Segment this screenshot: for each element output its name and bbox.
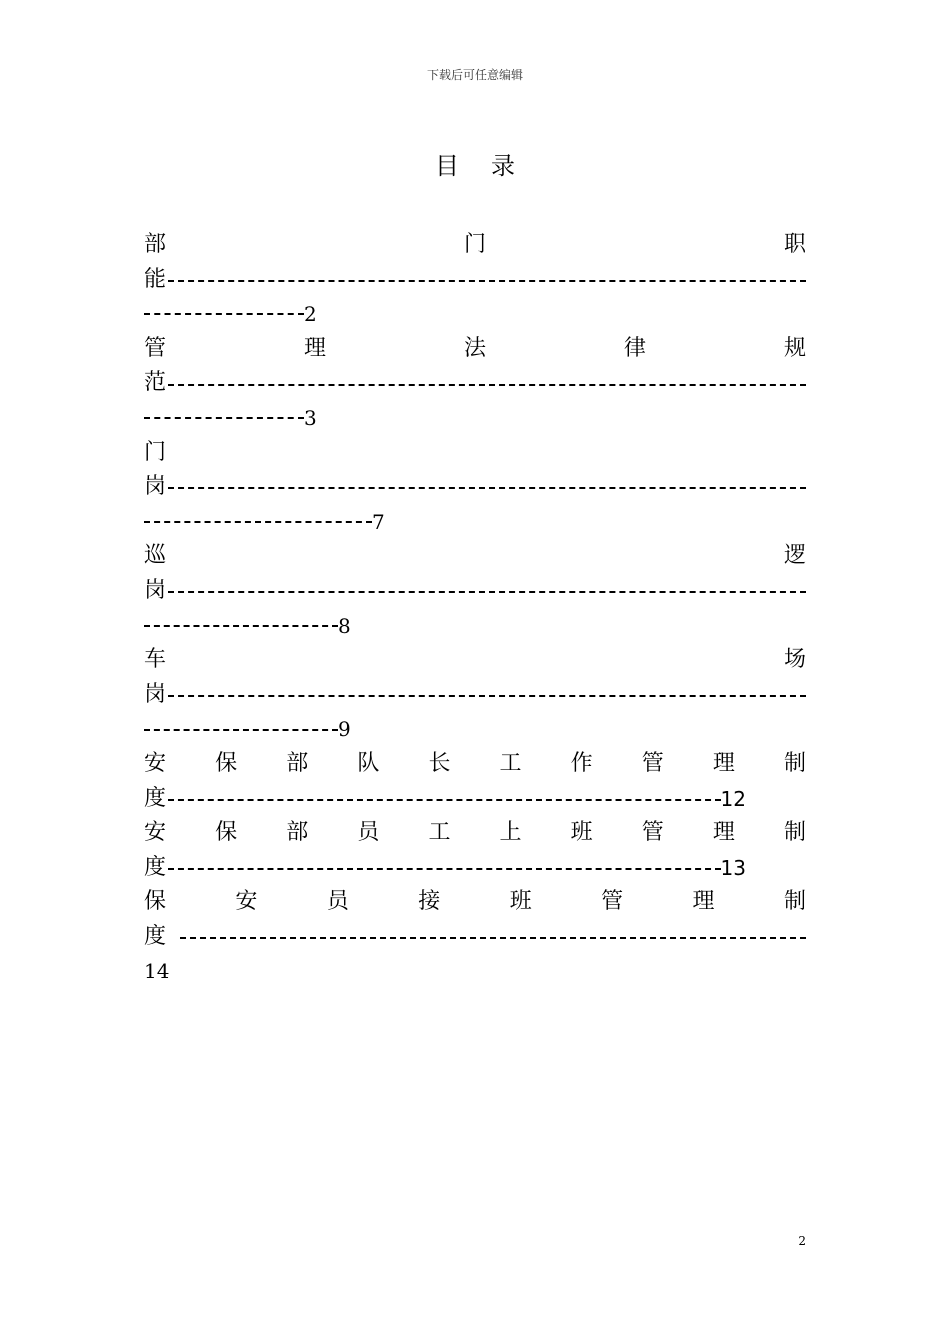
leader-dashes xyxy=(168,591,806,593)
leader-dashes xyxy=(168,695,806,697)
page-ref: 2 xyxy=(304,302,317,327)
page-ref: 9 xyxy=(338,717,351,742)
toc-entry-4-line1[interactable]: 巡 逻 xyxy=(144,543,806,569)
toc-entry-6-line1[interactable]: 安 保 部 队 长 工 作 管 理 制 xyxy=(144,750,806,776)
toc-entry-3-line1[interactable]: 门 xyxy=(144,439,167,465)
leader-dashes xyxy=(144,625,338,627)
toc-entry-1-line3[interactable] xyxy=(144,297,806,332)
page-ref: 13 xyxy=(720,855,746,880)
leader-dashes xyxy=(144,417,304,419)
toc-entry-5-line2[interactable]: 岗 xyxy=(144,678,806,713)
toc-entry-4-line3[interactable] xyxy=(144,609,806,644)
title-char: 目 xyxy=(435,152,491,180)
toc-entry-2-line2[interactable]: 范 xyxy=(144,366,806,401)
leader-dashes xyxy=(180,937,806,939)
toc-entry-4-line2[interactable]: 岗 xyxy=(144,574,806,609)
toc-entry-6-line2[interactable]: 度 12 xyxy=(144,782,746,817)
toc-entry-7-line2[interactable]: 度 13 xyxy=(144,851,746,886)
leader-dashes xyxy=(168,799,721,801)
leader-dashes xyxy=(144,521,372,523)
page-header: 下载后可任意编辑 xyxy=(426,68,523,82)
page-ref: 12 xyxy=(720,786,746,811)
page-ref: 14 xyxy=(144,959,170,984)
toc-entry-1-line1[interactable]: 部 门 职 xyxy=(144,232,806,257)
page-number: 2 xyxy=(798,1234,806,1248)
toc-entry-8-line1[interactable]: 保 安 员 接 班 管 理 制 xyxy=(144,889,806,915)
leader-dashes xyxy=(168,868,721,870)
toc-entry-3-line2[interactable]: 岗 xyxy=(144,470,806,505)
toc-entry-5-line1[interactable]: 车 场 xyxy=(144,647,806,673)
leader-dashes xyxy=(168,280,806,282)
title-char: 录 xyxy=(491,152,547,180)
toc-entry-8-line2[interactable]: 度 xyxy=(144,920,806,955)
toc-entry-7-line1[interactable]: 安 保 部 员 工 上 班 管 理 制 xyxy=(144,820,806,846)
toc-entry-2-line3[interactable] xyxy=(144,401,806,436)
page-ref: 3 xyxy=(304,405,317,430)
toc-entry-1-line2[interactable]: 能 xyxy=(144,263,806,298)
page-ref: 8 xyxy=(338,613,351,638)
page-title xyxy=(0,146,950,181)
toc-entry-5-line3[interactable] xyxy=(144,712,806,747)
leader-dashes xyxy=(144,729,338,731)
toc-entry-2-line1[interactable]: 管 理 法 律 规 xyxy=(144,335,806,361)
leader-dashes xyxy=(168,487,806,489)
page-ref: 7 xyxy=(372,509,385,534)
table-of-contents xyxy=(144,228,806,989)
leader-dashes xyxy=(144,313,304,315)
toc-entry-8-line3[interactable] xyxy=(144,954,806,989)
toc-entry-3-line3[interactable] xyxy=(144,505,806,540)
leader-dashes xyxy=(168,384,806,386)
